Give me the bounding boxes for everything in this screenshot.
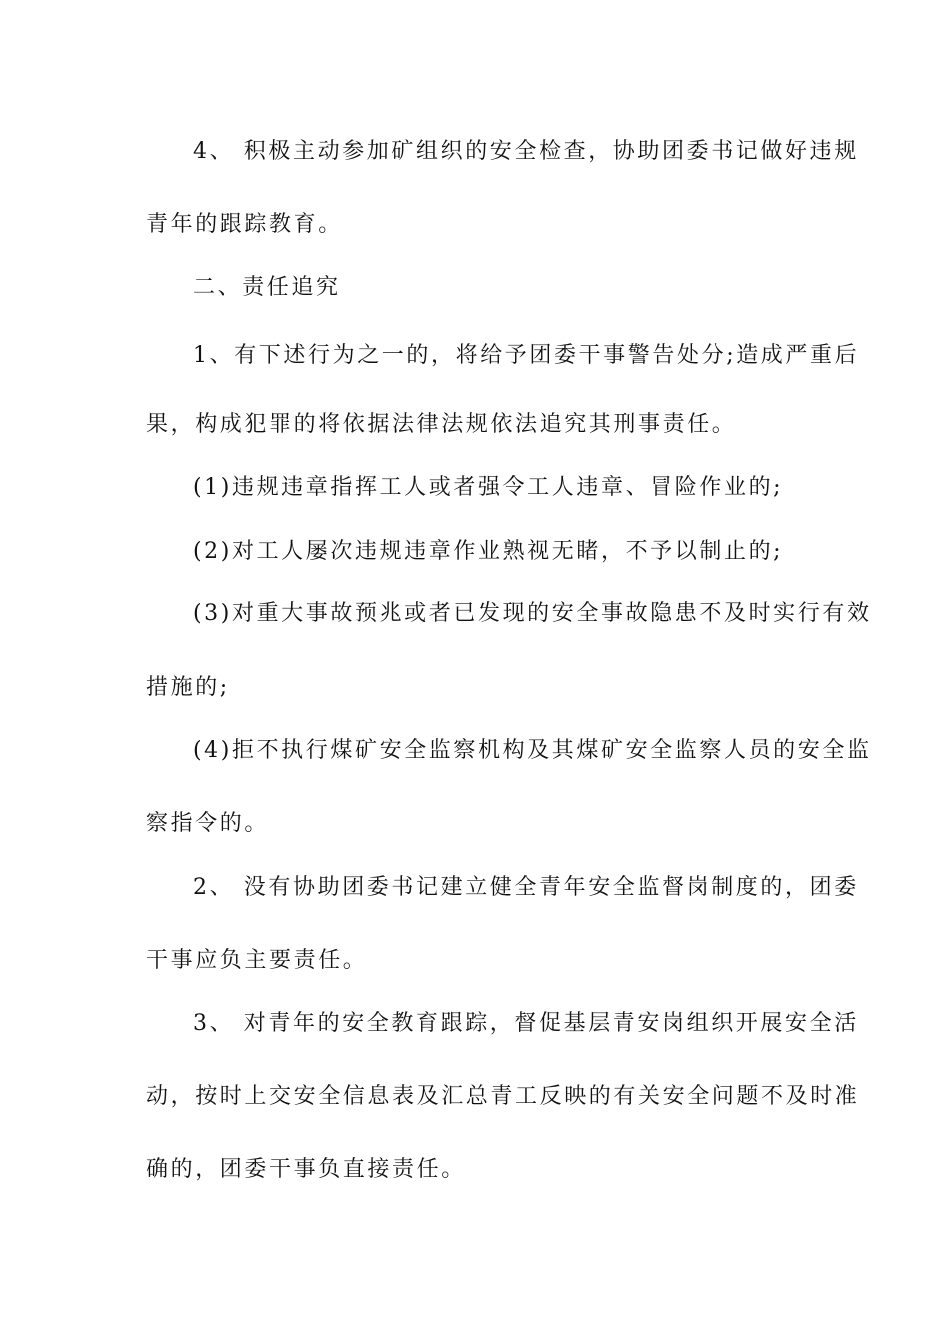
paragraph-line: 果，构成犯罪的将依据法律法规依法追究其刑事责任。: [146, 412, 737, 437]
list-item: (1)违规违章指挥工人或者强令工人违章、冒险作业的;: [193, 475, 784, 500]
paragraph-line: 察指令的。: [146, 811, 270, 836]
list-item: (4)拒不执行煤矿安全监察机构及其煤矿安全监察人员的安全监: [193, 738, 872, 763]
paragraph-line: 措施的;: [146, 675, 230, 700]
paragraph-line: 干事应负主要责任。: [146, 948, 368, 973]
list-item: (3)对重大事故预兆或者已发现的安全事故隐患不及时实行有效: [193, 601, 872, 626]
section-heading: 二、责任追究: [193, 275, 341, 300]
paragraph-line: 动，按时上交安全信息表及汇总青工反映的有关安全问题不及时准: [146, 1084, 860, 1109]
paragraph-line: 1、有下述行为之一的，将给予团委干事警告处分;造成严重后: [193, 343, 860, 368]
paragraph-line: 4、 积极主动参加矿组织的安全检查，协助团委书记做好违规: [193, 139, 859, 164]
list-item: (2)对工人屡次违规违章作业熟视无睹，不予以制止的;: [193, 539, 784, 564]
paragraph-line: 确的，团委干事负直接责任。: [146, 1157, 466, 1182]
paragraph-line: 青年的跟踪教育。: [146, 212, 343, 237]
paragraph-line: 3、 对青年的安全教育跟踪，督促基层青安岗组织开展安全活: [193, 1011, 859, 1036]
paragraph-line: 2、 没有协助团委书记建立健全青年安全监督岗制度的，团委: [193, 875, 859, 900]
